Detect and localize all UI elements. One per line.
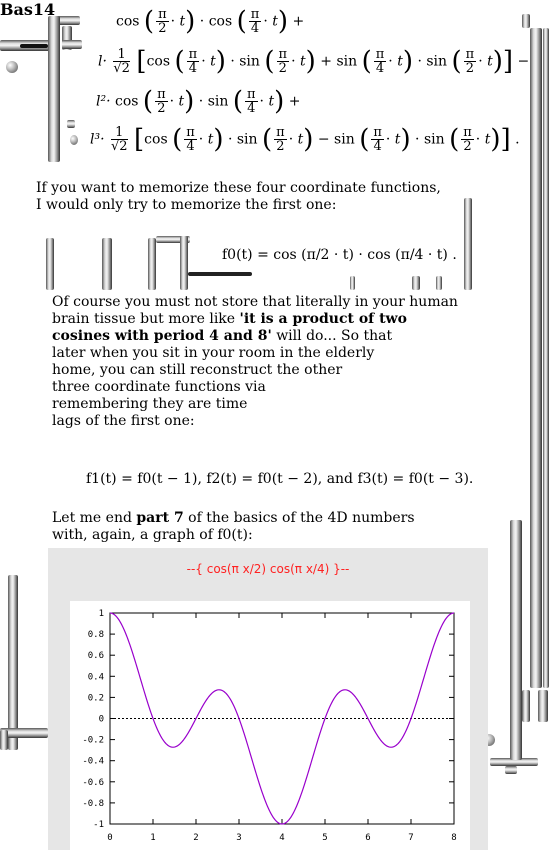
page-title: Bas14: [0, 0, 56, 19]
y-tick-label: -0.8: [82, 798, 104, 809]
lag-equation: f1(t) = f0(t − 1), f2(t) = f0(t − 2), and f3(t) = f0(t − 3).: [86, 471, 474, 487]
y-tick-label: 0.6: [87, 651, 104, 662]
chart-title: --{ cos(π x/2) cos(π x/4) }--: [186, 562, 350, 576]
paragraph-intro: If you want to memorize these four coordinate functions, I would only try to memorize the first one:: [36, 180, 441, 213]
x-tick-label: 5: [322, 833, 328, 843]
x-tick-label: 2: [193, 833, 199, 843]
x-tick-label: 6: [365, 833, 371, 843]
y-tick-label: 0.4: [87, 672, 104, 683]
f0-equation: f0(t) = cos (π/2 · t) · cos (π/4 · t) .: [222, 247, 457, 263]
y-tick-label: 0.8: [87, 630, 104, 641]
x-tick-label: 8: [451, 833, 457, 843]
paragraph-memorize: Of course you must not store that literally in your human brain tissue but more like 'it is a product of two cosines with period 4 and 8' will do... So that later when you sit in your room in the elderly home, you can still reconstruct the other three coordinate functions via remembering they are time lags of the first one:: [52, 294, 458, 429]
equation-line-2: l· $\frac{1}{√2}$ [cos ( $\frac{\pi}{4}$ · t) · sin ( $\frac{\pi}{2}$ · t) + sin ( $\frac{\pi}{4}$ · t) · sin ( $\frac{\pi}{2}$ · t)] −: [98, 46, 530, 77]
paragraph-graph-intro: Let me end part 7 of the basics of the 4D numbers with, again, a graph of f0(t):: [52, 510, 415, 543]
x-tick-label: 0: [107, 833, 113, 843]
y-tick-label: -0.2: [82, 735, 104, 746]
y-tick-label: -0.4: [82, 756, 104, 767]
x-tick-label: 4: [279, 833, 285, 843]
x-tick-label: 3: [236, 833, 242, 843]
equation-line-3: l²· cos ( $\frac{\pi}{2}$ · t) · sin ( $\frac{\pi}{4}$ · t) +: [96, 86, 301, 117]
y-tick-label: -0.6: [82, 777, 104, 788]
y-tick-label: 1: [98, 609, 104, 619]
equation-line-4: l³· $\frac{1}{√2}$ [cos ( $\frac{\pi}{4}$ · t) · sin ( $\frac{\pi}{2}$ · t) − sin ( $\frac{\pi}{4}$ · t) · sin ( $\frac{\pi}{2}$ · t)] .: [90, 124, 520, 155]
y-tick-label: 0.2: [87, 693, 104, 704]
equation-line-1: cos ( $\frac{\pi}{2}$ · t) · cos ( $\frac{\pi}{4}$ · t) +: [116, 6, 305, 37]
y-tick-label: -1: [93, 820, 104, 830]
y-tick-label: 0: [98, 714, 104, 725]
x-tick-label: 7: [408, 833, 414, 843]
x-tick-label: 1: [150, 833, 156, 843]
